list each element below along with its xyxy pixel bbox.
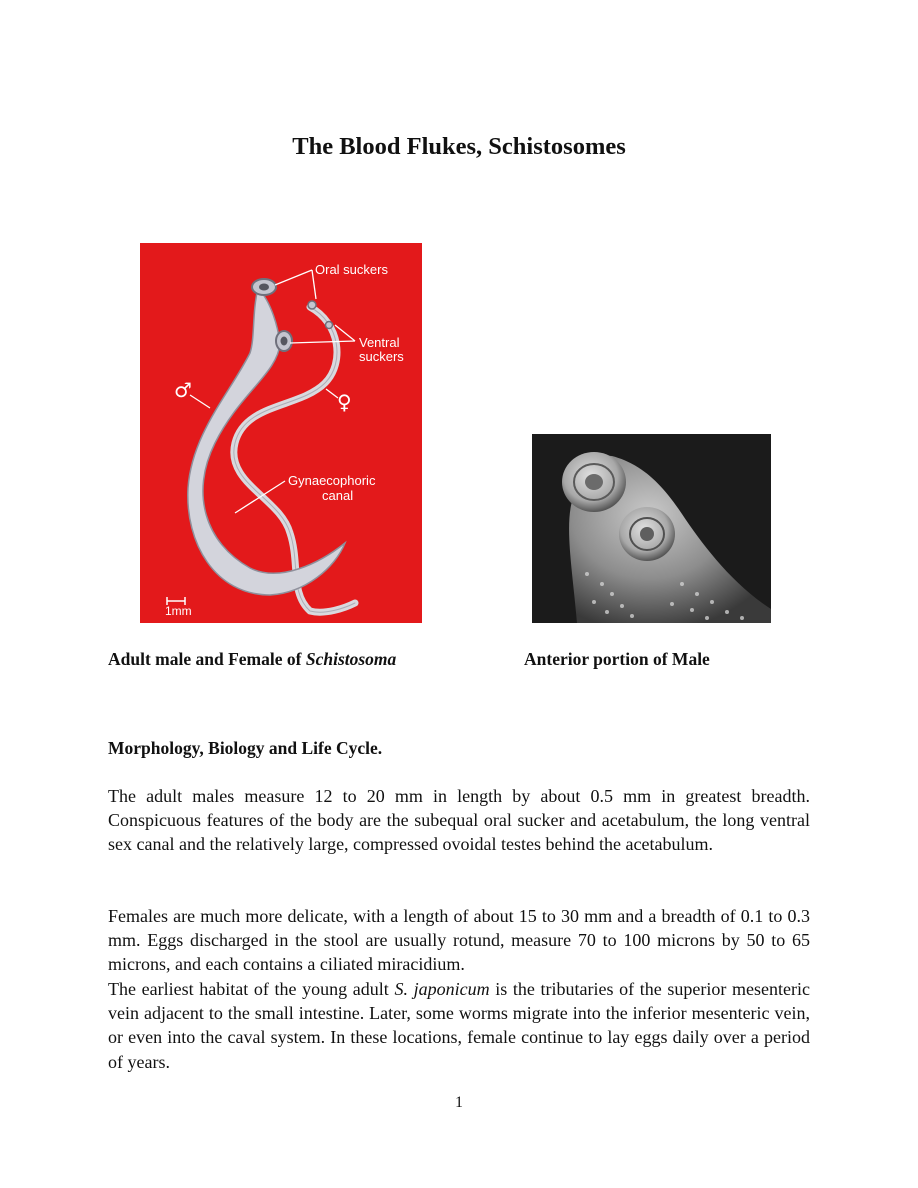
- female-ventral-sucker: [326, 322, 333, 329]
- scale-bar-label: 1mm: [165, 604, 192, 618]
- label-canal: canal: [322, 488, 354, 503]
- figure-adult-schistosomes: [140, 243, 422, 623]
- paragraph-male: The adult males measure 12 to 20 mm in length by about 0.5 mm in greatest breadth. Conspicuous features of the body are the subequal oral sucker and acetabulum, the long ventral sex canal and the relatively large, compressed ovoidal testes behind the acetabulum.: [108, 786, 810, 855]
- caption-adult-schistosoma: [108, 649, 396, 670]
- label-gynaecophoric: Gynaecophoric: [288, 473, 376, 488]
- female-symbol: ♀: [337, 390, 352, 414]
- label-oral-suckers: Oral suckers: [315, 262, 388, 277]
- figure-background: [140, 243, 422, 623]
- label-ventral: Ventral: [359, 335, 400, 350]
- p3-before: The earliest habitat of the young adult: [108, 979, 395, 999]
- page-number: 1: [455, 1094, 463, 1111]
- female-oral-sucker: [308, 301, 316, 309]
- paragraph-female: Females are much more delicate, with a length of about 15 to 30 mm and a breadth of 0.1 to 0.3 mm. Eggs discharged in the stool are usually rotund, measure 70 to 100 microns by 50 to 65 microns, and each contains a ciliated miracidium.: [108, 906, 810, 975]
- figure-anterior-male-sem: [532, 434, 771, 623]
- male-symbol: ♂: [174, 378, 192, 402]
- paragraph-habitat: [108, 977, 810, 1074]
- p3-species: S. japonicum: [394, 979, 490, 999]
- label-suckers: suckers: [359, 349, 404, 364]
- caption-anterior-male: Anterior portion of Male: [524, 649, 710, 669]
- caption-left-text: Adult male and Female of: [108, 649, 306, 669]
- p3-after: is the tributaries of the superior mesenteric vein adjacent to the small intestine. Later, some worms migrate into the inferior mesenteric vein, or even into the caval system. In these locations, female continue to lay eggs daily over a period of years.: [108, 979, 810, 1072]
- caption-left-genus: Schistosoma: [305, 649, 397, 669]
- section-heading: Morphology, Biology and Life Cycle.: [108, 738, 383, 758]
- page-title: The Blood Flukes, Schistosomes: [292, 133, 626, 160]
